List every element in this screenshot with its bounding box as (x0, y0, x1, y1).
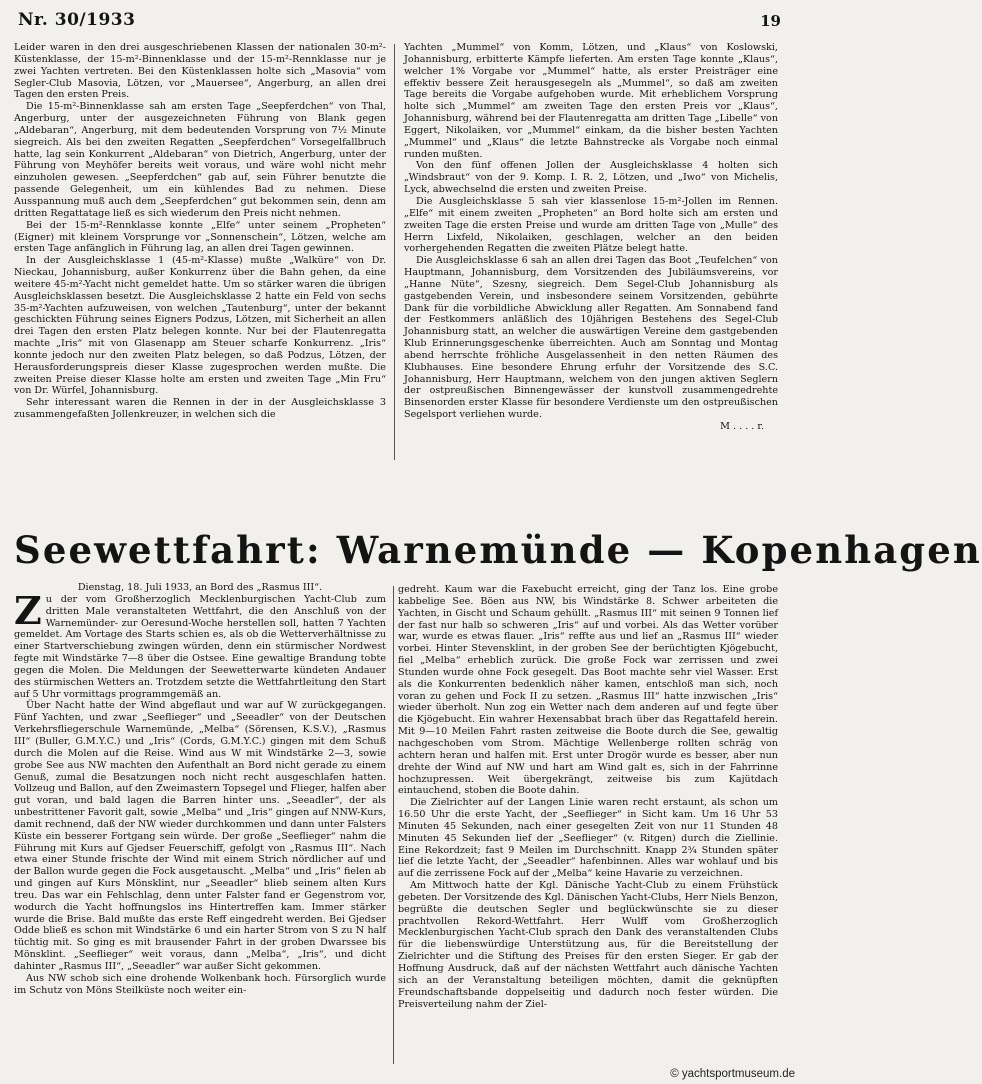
article-continuation-right-column (404, 42, 778, 460)
copyright-watermark: © yachtsportmuseum.de (670, 1068, 795, 1080)
article-right-column (398, 584, 778, 1069)
paragraph: In der Ausgleichsklasse 1 (45-m²-Klasse) mußte „Walküre“ von Dr. Nieckau, Johannisburg, außer Konkurrenz über die Bahn gehen, da eine weitere 45-m²-Yacht nicht gemeldet hatte. Um so stärker waren die übrigen Ausgleichsklassen besetzt. Die Ausgleichsklasse 2 hatte ein Feld von sechs 35-m²-Yachten aufzuweisen, von welchen „Tautenburg“, unter der bekannt geschickten Führung seines Eigners Podzus, Lötzen, mit Sicherheit an allen drei Tagen den ersten Platz belegen konnte. Nur bei der Flautenregatta machte „Iris“ mit von Glasenapp am Steuer scharfe Konkurrenz. „Iris“ konnte jedoch nur den zweiten Platz belegen, so daß Podzus, Lötzen, der Herausforderungspreis dieser Klasse zugesprochen werden mußte. Die zweiten Preise dieser Klasse holte am ersten und zweiten Tage „Min Fru“ von Dr. Würfel, Johannisburg. (14, 255, 386, 397)
paragraph-text: u der vom Großherzoglich Mecklenburgischen Yacht-Club zum dritten Male veranstalteten Wettfahrt, die den Anschluß von der Warnemünder- zur Oeresund-Woche herstellen soll, hatten 7 Yachten gemeldet. Am Vortage des Starts schien es, als ob die Wetterverhältnisse zu einer Startverschiebung zwingen würden, denn ein stürmischer Nordwest fegte mit Windstärke 7—8 über die Ostsee. Eine gewaltige Brandung tobte gegen die Molen. Die Meldungen der Seewetterwarte kündeten Andauer des stürmischen Wetters an. Trotzdem setzte die Wettfahrtleitung den Start auf 5 Uhr vormittags programmgemäß an. (14, 593, 386, 700)
column-divider (393, 586, 394, 1064)
paragraph: Über Nacht hatte der Wind abgeflaut und war auf W zurückgegangen. Fünf Yachten, und zwar „Seeflieger“ und „Seeadler“ von der Deutschen Verkehrsfliegerschule Warnemünde, „Melba“ (Sörensen, K.S.V.), „Rasmus III“ (Buller, G.M.Y.C.) und „Iris“ (Cords, G.M.Y.C.) gingen mit dem Schuß durch die Molen auf die Reise. Wind aus W mit Windstärke 2—3, sowie grobe See aus NW machten den Aufenthalt an Bord nicht gerade zu einem Genuß, zumal die Besatzungen noch nicht recht ausgeschlafen hatten. Vollzeug und Ballon, auf den Zweimastern Topsegel und Flieger, halfen aber gut voran, und bald lagen die Barren hinter uns. „Seeadler“, der als unbestrittener Favorit galt, sowie „Melba“ und „Iris“ gingen auf NNW-Kurs, damit rechnend, daß der NW wieder durchkommen und dann unter Falsters Küste ein besserer Fortgang sein würde. Der große „Seeflieger“ nahm die Führung mit Kurs auf Gjedser Feuerschiff, gefolgt von „Rasmus III“. Nach etwa einer Stunde frischte der Wind mit einem Strich nördlicher auf und der Ballon wurde gegen die Fock ausgetauscht. „Melba“ und „Iris“ fielen ab und gingen auf Kurs Mönsklint, nur „Seeadler“ blieb seinem alten Kurs treu. Das war ein Fehlschlag, denn unter Falster fand er Gegenstrom vor, wodurch die Yacht hoffnungslos ins Hintertreffen kam. Immer stärker wurde die Brise. Bald mußte das erste Reff eingedreht werden. Bei Gjedser Odde bließ es schon mit Windstärke 6 und ein harter Strom von S zu N half tüchtig mit. So ging es mit brausender Fahrt in der groben Dwarssee bis Mönsklint. „Seeflieger“ weit voraus, dann „Melba“, „Iris“, und dicht dahinter „Rasmus III“, „Seeadler“ war außer Sicht gekommen. (14, 700, 386, 972)
drop-cap: Z (14, 587, 42, 633)
paragraph: Aus NW schob sich eine drohende Wolkenbank hoch. Fürsorglich wurde im Schutz von Möns Steilküste noch weiter ein- (14, 972, 386, 996)
article-headline: Seewettfahrt: Warnemünde — Kopenhagen (14, 528, 982, 572)
dateline: Dienstag, 18. Juli 1933, an Bord des „Rasmus III“. (77, 582, 323, 593)
page-header (18, 4, 781, 34)
paragraph: Die Zielrichter auf der Langen Linie waren recht erstaunt, als schon um 16.50 Uhr die erste Yacht, der „Seeflieger“ in Sicht kam. Um 16 Uhr 53 Minuten 45 Sekunden, nach einer gesegelten Zeit von nur 11 Stunden 48 Minuten 45 Sekunden lief der „Seeflieger“ (v. Ritgen) durch die Ziellinie. Eine Rekordzeit; fast 9 Meilen im Durchschnitt. Knapp 2¾ Stunden später lief die letzte Yacht, der „Seeadler“ hafenbinnen. Alles war wohlauf und bis auf die zerrissene Fock auf der „Melba“ keine Havarie zu verzeichnen. (398, 797, 778, 880)
column-divider (394, 44, 395, 460)
paragraph: Leider waren in den drei ausgeschriebenen Klassen der nationalen 30-m²-Küstenklasse, der 15-m²-Binnenklasse und der 15-m²-Rennklasse nur je zwei Yachten vertreten. Bei den Küstenklassen holte sich „Masovia“ vom Segler-Club Masovia, Lötzen, vor „Mauersee“, Angerburg, an allen drei Tagen den ersten Preis. (14, 42, 386, 101)
issue-number: Nr. 30/1933 (18, 10, 136, 30)
paragraph: Die Ausgleichsklasse 5 sah vier klassenlose 15-m²-Jollen im Rennen. „Elfe“ mit einem zweiten „Propheten“ an Bord holte sich am ersten und zweiten Tage die ersten Preise und wurde am dritten Tage von „Mulle“ des Herrn Lixfeld, Nikolaiken, geschlagen, welcher an den beiden vorhergehenden Regatten die zweiten Plätze belegt hatte. (404, 195, 778, 255)
paragraph: Von den fünf offenen Jollen der Ausgleichsklasse 4 holten sich „Windsbraut“ von der 9. Komp. I. R. 2, Lötzen, und „Iwo“ von Michelis, Lyck, abwechselnd die ersten und zweiten Preise. (404, 160, 778, 196)
paragraph: Yachten „Mummel“ von Komm, Lötzen, und „Klaus“ von Koslowski, Johannisburg, erbitterte Kämpfe lieferten. Am ersten Tage konnte „Klaus“, welcher 1% Vorgabe vor „Mummel“ hatte, als erster Preisträger eine effektiv bessere Zeit herausgesegeln als „Mummel“, so daß am zweiten Tage bereits die Vorgabe aufgehoben wurde. Mit erheblichem Vorsprung holte sich „Mummel“ am zweiten Tage den ersten Preis vor „Klaus“, Johannisburg, während bei der Flautenregatta am dritten Tage „Libelle“ von Eggert, Nikolaiken, vor „Mummel“ einkam, da die bisher besten Yachten „Mummel“ und „Klaus“ die letzte Bahnstrecke als Vorgabe noch einmal runden mußten. (404, 42, 778, 160)
paragraph: Die 15-m²-Binnenklasse sah am ersten Tage „Seepferdchen“ von Thal, Angerburg, unter der ausgezeichneten Führung von Blank gegen „Aldebaran“, Angerburg, mit dem bedeutenden Vorsprung von 7½ Minute siegreich. Als bei den zweiten Regatten „Seepferdchen“ Vorsegelfallbruch hatte, lag sein Konkurrent „Aldebaran“ von Dietrich, Angerburg, unter der Führung von Meyhöfer bereits weit voraus, und wäre wohl nicht mehr einzuholen gewesen. „Seepferdchen“ gab auf, sein Führer benutzte die passende Gelegenheit, um ein kühlendes Bad zu nehmen. Diese Ausspannung muß auch dem „Seepferdchen“ gut bekommen sein, denn am dritten Regattatage ließ es sich wiederum den Preis nicht nehmen. (14, 101, 386, 219)
page-number: 19 (760, 12, 781, 30)
author-signature: M . . . . r. (720, 421, 764, 432)
article-continuation-left-column (14, 42, 386, 465)
paragraph: Sehr interessant waren die Rennen in der in der Ausgleichsklasse 3 zusammengefaßten Jollenkreuzer, in welchen sich die (14, 397, 386, 421)
paragraph: Am Mittwoch hatte der Kgl. Dänische Yacht-Club zu einem Frühstück gebeten. Der Vorsitzende des Kgl. Dänischen Yacht-Clubs, Herr Niels Benzon, begrüßte die deutschen Segler und beglückwünschte sie zu dieser prachtvollen Rekord-Wettfahrt. Herr Wulff vom Großherzoglich Mecklenburgischen Yacht-Club sprach den Dank des veranstaltenden Clubs für die liebenswürdige Unterstützung aus, für die Bereitstellung der Zielrichter und die Stiftung des Preises für den ersten Sieger. Er gab der Hoffnung Ausdruck, daß auf der nächsten Wettfahrt auch dänische Yachten sich an der Veranstaltung beteiligen möchten, damit die geknüpften Freundschaftsbande doppelseitig und dadurch noch fester würden. Die Preisverteilung nahm der Ziel- (398, 880, 778, 1010)
paragraph: Die Ausgleichsklasse 6 sah an allen drei Tagen das Boot „Teufelchen“ von Hauptmann, Johannisburg, dem Vorsitzenden des Jubiläumsvereins, vor „Hanne Nüte“, Szesny, siegreich. Dem Segel-Club Johannisburg als gastgebenden Verein, und insbesondere seinem Vorsitzenden, gebührte Dank für die vorbildliche Abwicklung aller Regatten. Am Sonnabend fand der Festkommers anläßlich des 10jährigen Bestehens des Segel-Club Johannisburg statt, an welcher die auswärtigen Vereine dem gastgebenden Klub Erinnerungsgeschenke überreichten. Auch am Sonntag und Montag abend herrschte fröhliche Ausgelassenheit in den netten Räumen des Klubhauses. Eine besondere Ehrung erfuhr der Vorsitzende des S.C. Johannisburg, Herr Hauptmann, welchem von den jungen aktiven Seglern der ostpreußischen Binnengewässer der kunstvoll zusammengedrehte Binsenorden erster Klasse für besondere Verdienste um den ostpreußischen Segelsport verliehen wurde. (404, 255, 778, 421)
article-left-column (14, 582, 386, 1082)
paragraph: gedreht. Kaum war die Faxebucht erreicht, ging der Tanz los. Eine grobe kabbelige See. Böen aus NW, bis Windstärke 8. Schwer arbeiteten die Yachten, in Gischt und Schaum gehüllt. „Rasmus III“ mit seinen 9 Tonnen lief der fast nur halb so schweren „Iris“ auf und vorbei. Als das Wetter vorüber war, wurde es etwas flauer. „Iris“ reffte aus und lief an „Rasmus III“ wieder vorbei. Hinter Stevensklint, in der groben See der berüchtigten Kjögebucht, fiel „Melba“ erheblich zurück. Die große Fock war zerrissen und zwei Stunden wurde ohne Fock gesegelt. Das Boot machte sehr viel Wasser. Erst als die Konkurrenten bedenklich näher kamen, entschloß man sich, noch voran zu gehen und Fock II zu setzen. „Rasmus III“ hatte inzwischen „Iris“ wieder überholt. Nun zog ein Wetter nach dem anderen auf und fegte über die Kjögebucht. Ein wahrer Hexensabbat brach über das Regattafeld herein. Mit 9—10 Meilen Fahrt rasten zeitweise die Boote durch die See, gewaltig nachgeschoben vom Strom. Mächtige Wellenberge rollten schräg von achtern heran und halfen mit. Erst unter Drogör wurde es besser, aber nun drehte der Wind auf NW und hart am Wind galt es, sich in der Fahrrinne hochzupressen. Weit übergekrängt, zeitweise bis zum Kajütdach eintauchend, stoben die Boote dahin. (398, 584, 778, 797)
paragraph: Bei der 15-m²-Rennklasse konnte „Elfe“ unter seinem „Propheten“ (Eigner) mit kleinem Vorsprunge vor „Sonnenschein“, Lötzen, welche am ersten Tage anfänglich in Führung lag, an allen drei Tagen gewinnen. (14, 219, 386, 255)
